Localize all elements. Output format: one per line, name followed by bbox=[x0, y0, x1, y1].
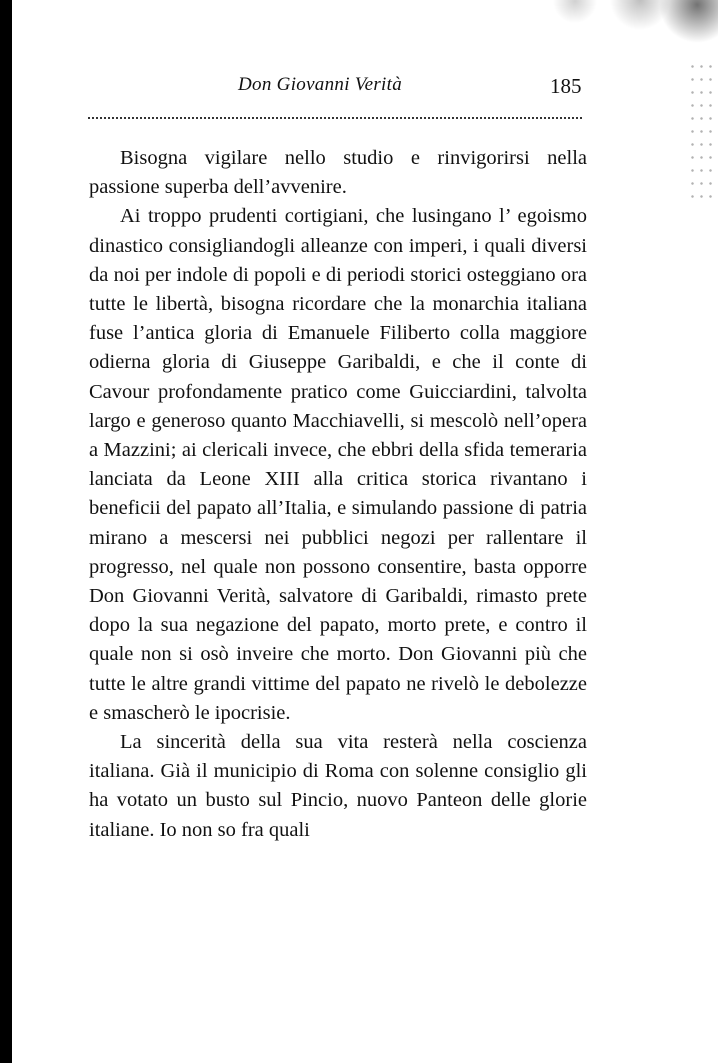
body-text bbox=[89, 144, 587, 845]
page-number: 185 bbox=[550, 74, 582, 98]
book-spine-shadow bbox=[0, 0, 12, 1063]
paragraph: Ai troppo prudenti cortigiani, che lusingano l’ egoismo dinastico consigliandogli alleanze con imperi, i quali diversi da noi per indole di popoli e di periodi storici osteggiano ora tutte le libertà, bisogna ricordare che la monarchia italiana fuse l’antica gloria di Emanuele Filiberto colla maggiore odierna gloria di Giuseppe Garibaldi, e che il conte di Cavour profondamente pratico come Guicciardini, talvolta largo e generoso quanto Macchiavelli, si mescolò nell’opera a Mazzini; ai clericali invece, che ebbri della sfida temeraria lanciata da Leone XIII alla critica storica rivantano i beneficii del papato all’Italia, e simulando passione di patria mirano a mescersi nei pubblici negozi per rallentare il progresso, nel quale non possono consentire, basta opporre Don Giovanni Verità, salvatore di Garibaldi, rimasto prete dopo la sua negazione del papato, morto prete, e contro il quale non si osò inveire che morto. Don Giovanni più che tutte le altre grandi vittime del papato ne rivelò le debolezze e smascherò le ipocrisie. bbox=[89, 205, 587, 724]
header-rule bbox=[88, 117, 582, 119]
scan-speckle bbox=[458, 0, 718, 60]
running-title: Don Giovanni Verità bbox=[238, 74, 403, 95]
paragraph: La sincerità della sua vita resterà nella coscienza italiana. Già il municipio di Roma con solenne consiglio gli ha votato un busto sul Pincio, nuovo Panteon delle glorie italiane. Io non so fra quali bbox=[89, 731, 587, 841]
running-head bbox=[0, 74, 718, 104]
paragraph: Bisogna vigilare nello studio e rinvigorirsi nella passione superba dell’avvenire. bbox=[89, 147, 587, 199]
